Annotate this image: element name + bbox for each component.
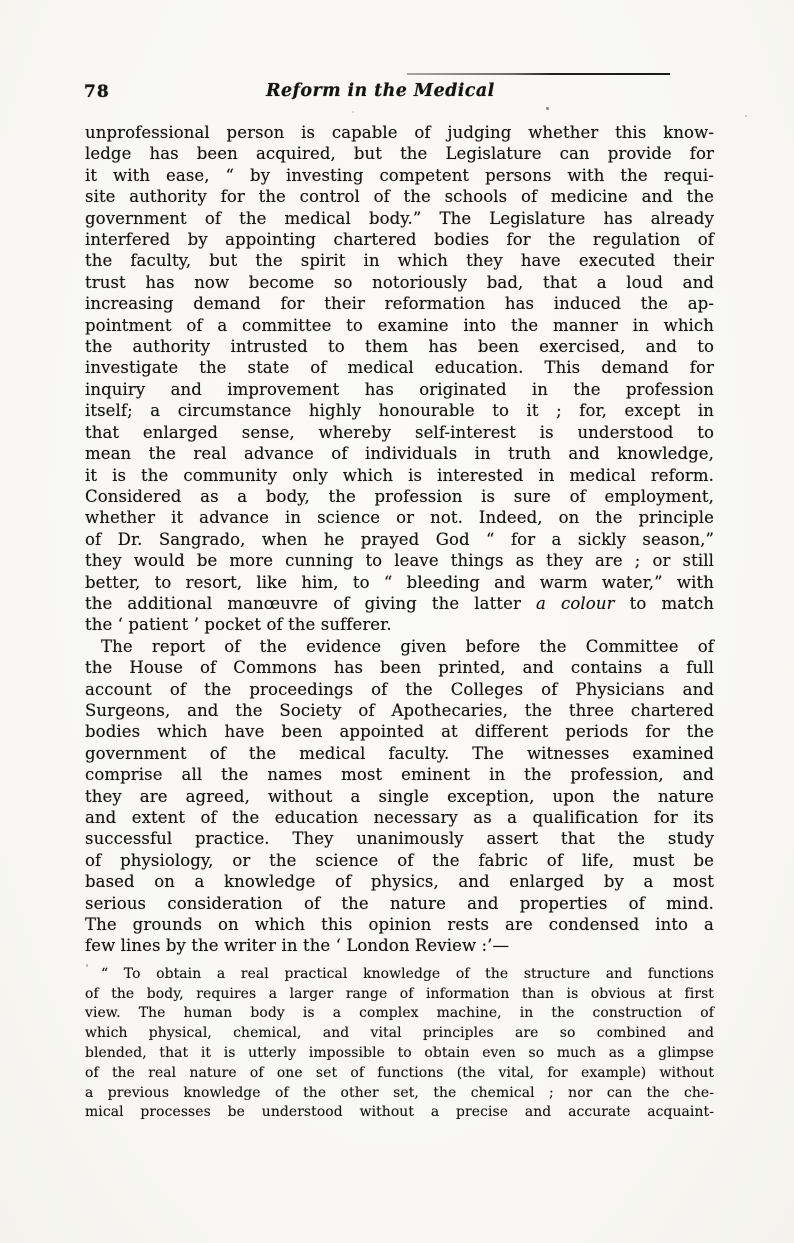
text-line: Surgeons, and the Society of Apothecaries, the three chartered bbox=[85, 700, 714, 720]
scan-speck bbox=[745, 115, 747, 117]
text-line: inquiry and improvement has originated in the profession bbox=[85, 379, 714, 399]
text-line: a previous knowledge of the other set, the chemical ; nor can the che- bbox=[85, 1084, 714, 1101]
text-line: view. The human body is a complex machine, in the construction of bbox=[85, 1005, 714, 1022]
text-line: mean the real advance of individuals in truth and knowledge, bbox=[85, 444, 714, 464]
running-title: Reform in the Medical bbox=[266, 81, 495, 101]
text-line: interfered by appointing chartered bodies for the regulation of bbox=[85, 230, 714, 250]
text-line: whether it advance in science or not. Indeed, on the principle bbox=[85, 508, 714, 528]
text-line: of physiology, or the science of the fabric of life, must be bbox=[85, 850, 714, 870]
scan-speck bbox=[86, 964, 88, 967]
text-line: account of the proceedings of the Colleges of Physicians and bbox=[85, 679, 714, 699]
text-line: bodies which have been appointed at different periods for the bbox=[85, 722, 714, 742]
text-line: of the body, requires a larger range of information than is obvious at first bbox=[85, 985, 714, 1002]
paragraph-2 bbox=[85, 636, 714, 957]
text-line: they are agreed, without a single exception, upon the nature bbox=[85, 786, 714, 806]
text-column bbox=[85, 122, 714, 1123]
text-line: the authority intrusted to them has been exercised, and to bbox=[85, 337, 714, 357]
text-line: mical processes be understood without a precise and accurate acquaint- bbox=[85, 1104, 714, 1121]
text-line: Considered as a body, the profession is sure of employment, bbox=[85, 486, 714, 506]
text-line: site authority for the control of the schools of medicine and the bbox=[85, 187, 714, 207]
text-line: the House of Commons has been printed, and contains a full bbox=[85, 658, 714, 678]
text-line: investigate the state of medical education. This demand for bbox=[85, 358, 714, 378]
text-line: which physical, chemical, and vital principles are so combined and bbox=[85, 1025, 714, 1042]
text-line: government of the medical body.” The Legislature has already bbox=[85, 208, 714, 228]
text-line: few lines by the writer in the ‘ London Review :’— bbox=[85, 936, 510, 956]
paragraph-1 bbox=[85, 122, 714, 636]
text-line: ledge has been acquired, but the Legislature can provide for bbox=[85, 144, 714, 164]
text-line: serious consideration of the nature and properties of mind. bbox=[85, 893, 714, 913]
text-line: pointment of a committee to examine into the manner in which bbox=[85, 315, 714, 335]
text-line: that enlarged sense, whereby self-interest is understood to bbox=[85, 422, 714, 442]
text-line: the additional manœuvre of giving the latter a colour to match bbox=[85, 593, 714, 613]
text-line: it with ease, “ by investing competent persons with the requi- bbox=[85, 165, 714, 185]
text-line: itself; a circumstance highly honourable to it ; for, except in bbox=[85, 401, 714, 421]
text-line: unprofessional person is capable of judging whether this know- bbox=[85, 123, 714, 142]
header-rule bbox=[407, 73, 670, 75]
text-line: of the real nature of one set of functions (the vital, for example) without bbox=[85, 1064, 714, 1081]
text-line: blended, that it is utterly impossible to obtain even so much as a glimpse bbox=[85, 1045, 714, 1062]
scan-speck bbox=[546, 107, 549, 110]
text-line: increasing demand for their reformation has induced the ap- bbox=[85, 294, 714, 314]
text-line: The grounds on which this opinion rests are condensed into a bbox=[85, 915, 714, 935]
text-line: the faculty, but the spirit in which they have executed their bbox=[85, 251, 714, 271]
text-line: “ To obtain a real practical knowledge of the structure and functions bbox=[101, 965, 714, 982]
text-line: it is the community only which is interested in medical reform. bbox=[85, 465, 714, 485]
text-line: based on a knowledge of physics, and enlarged by a most bbox=[85, 872, 714, 892]
text-line: government of the medical faculty. The witnesses examined bbox=[85, 743, 714, 763]
text-line: better, to resort, like him, to “ bleeding and warm water,” with bbox=[85, 572, 714, 592]
text-line: the ‘ patient ’ pocket of the sufferer. bbox=[85, 615, 392, 635]
text-line: trust has now become so notoriously bad, that a loud and bbox=[85, 272, 714, 292]
text-line: they would be more cunning to leave things as they are ; or still bbox=[85, 551, 714, 571]
block-quote bbox=[85, 965, 714, 1123]
text-line: successful practice. They unanimously assert that the study bbox=[85, 829, 714, 849]
text-line: of Dr. Sangrado, when he prayed God “ for a sickly season,” bbox=[85, 529, 714, 549]
text-line: comprise all the names most eminent in the profession, and bbox=[85, 765, 714, 785]
text-line: and extent of the education necessary as a qualification for its bbox=[85, 808, 714, 827]
text-line: The report of the evidence given before the Committee of bbox=[101, 636, 714, 656]
page-number: 78 bbox=[84, 82, 110, 102]
scan-speck bbox=[352, 111, 354, 113]
